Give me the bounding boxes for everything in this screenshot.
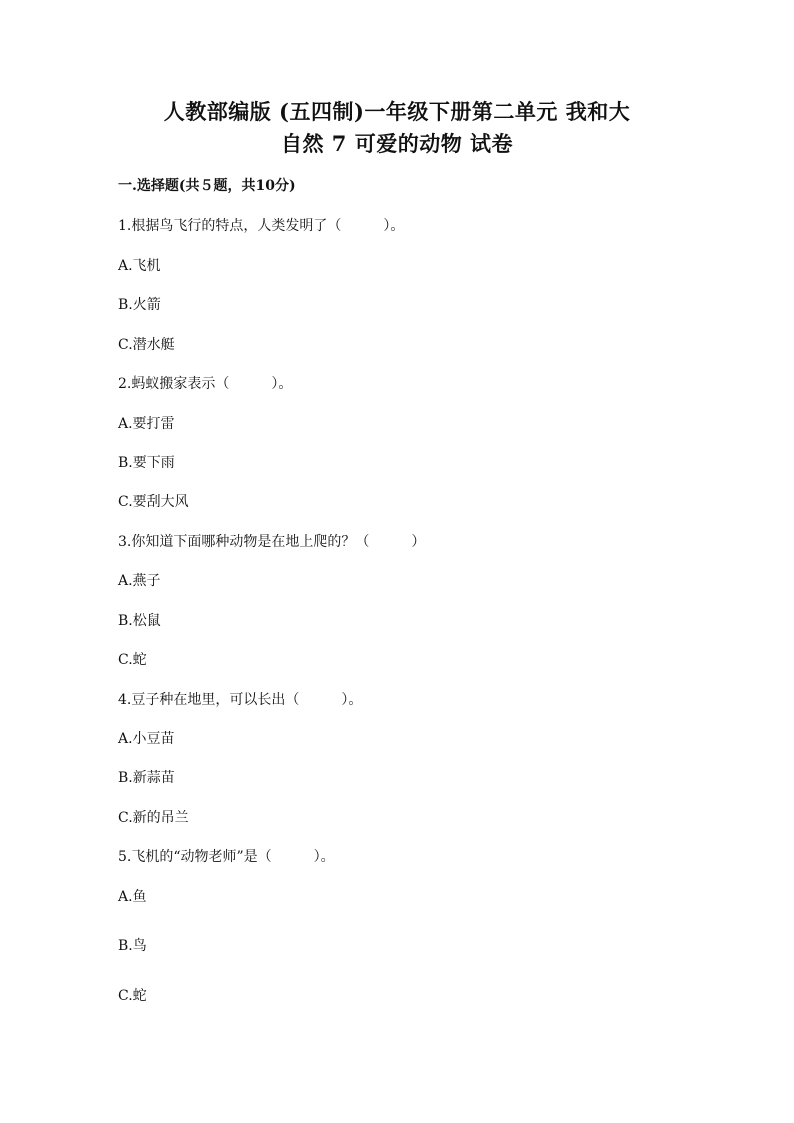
question-2-option-a: A.要打雷 [118, 416, 175, 432]
page-title-line-1: 人教部编版 (五四制)一年级下册第二单元 我和大 [163, 99, 631, 124]
page-title-line-2: 自然 7 可爱的动物 试卷 [280, 131, 514, 156]
question-2-option-c: C.要刮大风 [118, 494, 189, 510]
question-1-option-a: A.飞机 [118, 258, 161, 274]
question-2-option-b: B.要下雨 [118, 455, 175, 471]
question-5-option-a: A.鱼 [118, 889, 147, 905]
question-3-option-a: A.燕子 [118, 573, 161, 589]
question-4-option-c: C.新的吊兰 [118, 810, 189, 826]
question-2: 2.蚂蚁搬家表示（ ）。 [118, 376, 293, 392]
question-4-option-b: B.新蒜苗 [118, 770, 175, 786]
question-1-option-b: B.火箭 [118, 297, 161, 313]
question-5: 5.飞机的“动物老师”是（ ）。 [118, 849, 335, 865]
question-3-option-c: C.蛇 [118, 652, 147, 668]
question-3-option-b: B.松鼠 [118, 613, 161, 629]
question-5-option-b: B.鸟 [118, 938, 147, 954]
question-4-option-a: A.小豆苗 [118, 731, 175, 747]
question-1: 1.根据鸟飞行的特点，人类发明了（ ）。 [118, 218, 405, 234]
question-4: 4.豆子种在地里，可以长出（ ）。 [118, 692, 363, 708]
question-1-option-c: C.潜水艇 [118, 337, 175, 353]
section-heading: 一.选择题(共５题，共10分) [118, 178, 296, 194]
question-5-option-c: C.蛇 [118, 988, 147, 1004]
question-3: 3.你知道下面哪种动物是在地上爬的？（ ） [118, 534, 426, 550]
